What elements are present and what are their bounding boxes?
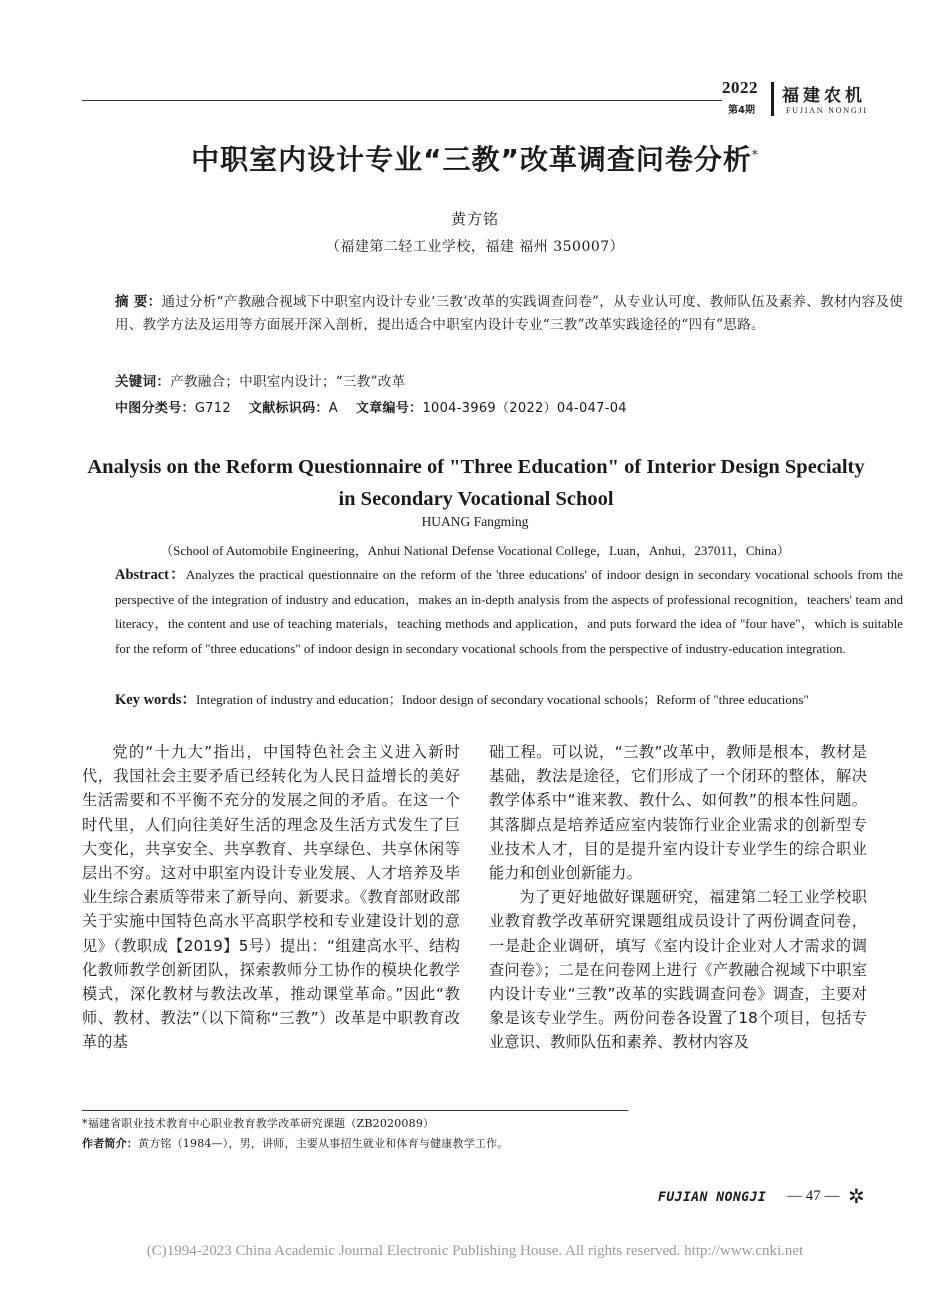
- article-no-value: 1004-3969（2022）04-047-04: [422, 401, 627, 416]
- page-number: — 47 —: [787, 1188, 840, 1204]
- author-name: 黄方铭: [450, 210, 499, 228]
- abstract-en: [82, 563, 903, 661]
- keywords-en-label: Key words：: [115, 692, 196, 708]
- keywords-cn: [82, 371, 870, 394]
- author-affiliation: （福建第二轻工业学校，福建 福州 350007）: [325, 239, 625, 255]
- footnote-fund: *福建省职业技术教育中心职业教育教学改革研究课题（ZB2020089）: [82, 1117, 435, 1130]
- author-name-en: HUANG Fangming: [421, 514, 529, 529]
- body-column-right: [489, 740, 867, 1055]
- paragraph: 党的“十九大”指出，中国特色社会主义进入新时代，我国社会主要矛盾已经转化为人民日益增长的美好生活需要和不平衡不充分的发展之间的矛盾。在这一个时代里，人们向往美好生活的理念及生活方式发生了巨大变化，共享安全、共享教育、共享绿色、共享休闲等层出不穷。这对中职室内设计专业发展、人才培养及毕业生综合素质等带来了新导向、新要求。《教育部财政部关于实施中国特色高水平高职学校和专业建设计划的意见》（教职成【2019】5号）提出：“组建高水平、结构化教师教学创新团队，探索教师分工协作的模块化教学模式，深化教材与教法改革，推动课堂革命。”因此“教师、教材、教法”（以下简称“三教”）改革是中职教育改革的基: [82, 743, 460, 1052]
- header-rule: [82, 100, 722, 101]
- keywords-text: 产教融合；中职室内设计；“三教”改革: [170, 374, 406, 390]
- clc-label: 中图分类号：: [115, 401, 195, 416]
- footnote-author-text: 黄方铭（1984—），男，讲师，主要从事招生就业和体育与健康教学工作。: [138, 1137, 509, 1150]
- header-issue: 第4期: [728, 105, 755, 116]
- page-title: [0, 138, 950, 178]
- header-year: 2022: [722, 78, 758, 97]
- body-column-left: [82, 740, 460, 1055]
- copyright-notice: (C)1994-2023 China Academic Journal Electronic Publishing House. All rights reserved. http://www.cnki.net: [146, 1243, 804, 1259]
- abstract-text: 通过分析“产教融合视域下中职室内设计专业‘三教’改革的实践调查问卷”，从专业认可度、教师队伍及素养、教材内容及使用、教学方法及运用等方面展开深入剖析，提出适合中职室内设计专业“三教”改革实践途径的“四有”思路。: [115, 294, 903, 333]
- keywords-label: 关键词：: [115, 374, 171, 390]
- abstract-cn: [82, 291, 903, 337]
- title-en: Analysis on the Reform Questionnaire of "Three Education" of Interior Design Specialty in Secondary Vocational School: [87, 456, 865, 510]
- abstract-en-label: Abstract：: [115, 567, 186, 583]
- paragraph: 为了更好地做好课题研究，福建第二轻工业学校职业教育教学改革研究课题组成员设计了两份调查问卷，一是赴企业调研，填写《室内设计企业对人才需求的调查问卷》；二是在问卷网上进行《产教融合视域下中职室内设计专业“三教”改革的实践调查问卷》调查，主要对象是该专业学生。两份问卷各设置了18个项目，包括专业意识、教师队伍和素养、教材内容及: [489, 888, 867, 1052]
- footnote-rule: [82, 1110, 628, 1111]
- abstract-en-text: Analyzes the practical questionnaire on the reform of the 'three educations' of indoor design in secondary vocational schools from the perspective of the integration of industry and education，makes an in-depth analysis from the aspects of professional recognition，teachers' team and literacy，the content and use of teaching materials，teaching methods and application，and puts forward the idea of "four have"，which is suitable for the reform of "three educations" of indoor design in secondary vocational schools from the perspective of industry-education integration.: [115, 567, 903, 656]
- journal-logo: 福建农机: [782, 86, 866, 106]
- article-no-label: 文章编号：: [355, 401, 423, 416]
- author-affiliation-en: （School of Automobile Engineering，Anhui National Defense Vocational College，Luan，Anhui，237011，China）: [160, 543, 790, 558]
- title-footnote-mark: *: [751, 147, 759, 162]
- footnote-author: [82, 1135, 870, 1153]
- abstract-label: 摘 要：: [115, 294, 162, 310]
- journal-name-en: FUJIAN NONGJI: [786, 106, 868, 115]
- ornament-icon: ✲: [848, 1184, 865, 1208]
- keywords-en: [82, 688, 870, 709]
- footer-journal: FUJIAN NONGJI: [658, 1190, 767, 1205]
- doc-code-label: 文献标识码：: [248, 401, 329, 416]
- clc-value: G712: [194, 401, 231, 416]
- classification-line: [82, 397, 870, 420]
- header-divider: [771, 82, 774, 116]
- paragraph: 础工程。可以说，“三教”改革中，教师是根本，教材是基础，教法是途径，它们形成了一个闭环的整体，解决教学体系中“谁来教、教什么、如何教”的根本性问题。其落脚点是培养适应室内装饰行业企业需求的创新型专业技术人才，目的是提升室内设计专业学生的综合职业能力和创业创新能力。: [489, 743, 867, 883]
- doc-code-value: A: [328, 401, 338, 416]
- footnote-author-label: 作者简介：: [82, 1137, 138, 1150]
- title-text: 中职室内设计专业“三教”改革调查问卷分析: [191, 143, 752, 176]
- keywords-en-text: Integration of industry and education；Indoor design of secondary vocational schools；Reform of "three educations": [195, 692, 809, 707]
